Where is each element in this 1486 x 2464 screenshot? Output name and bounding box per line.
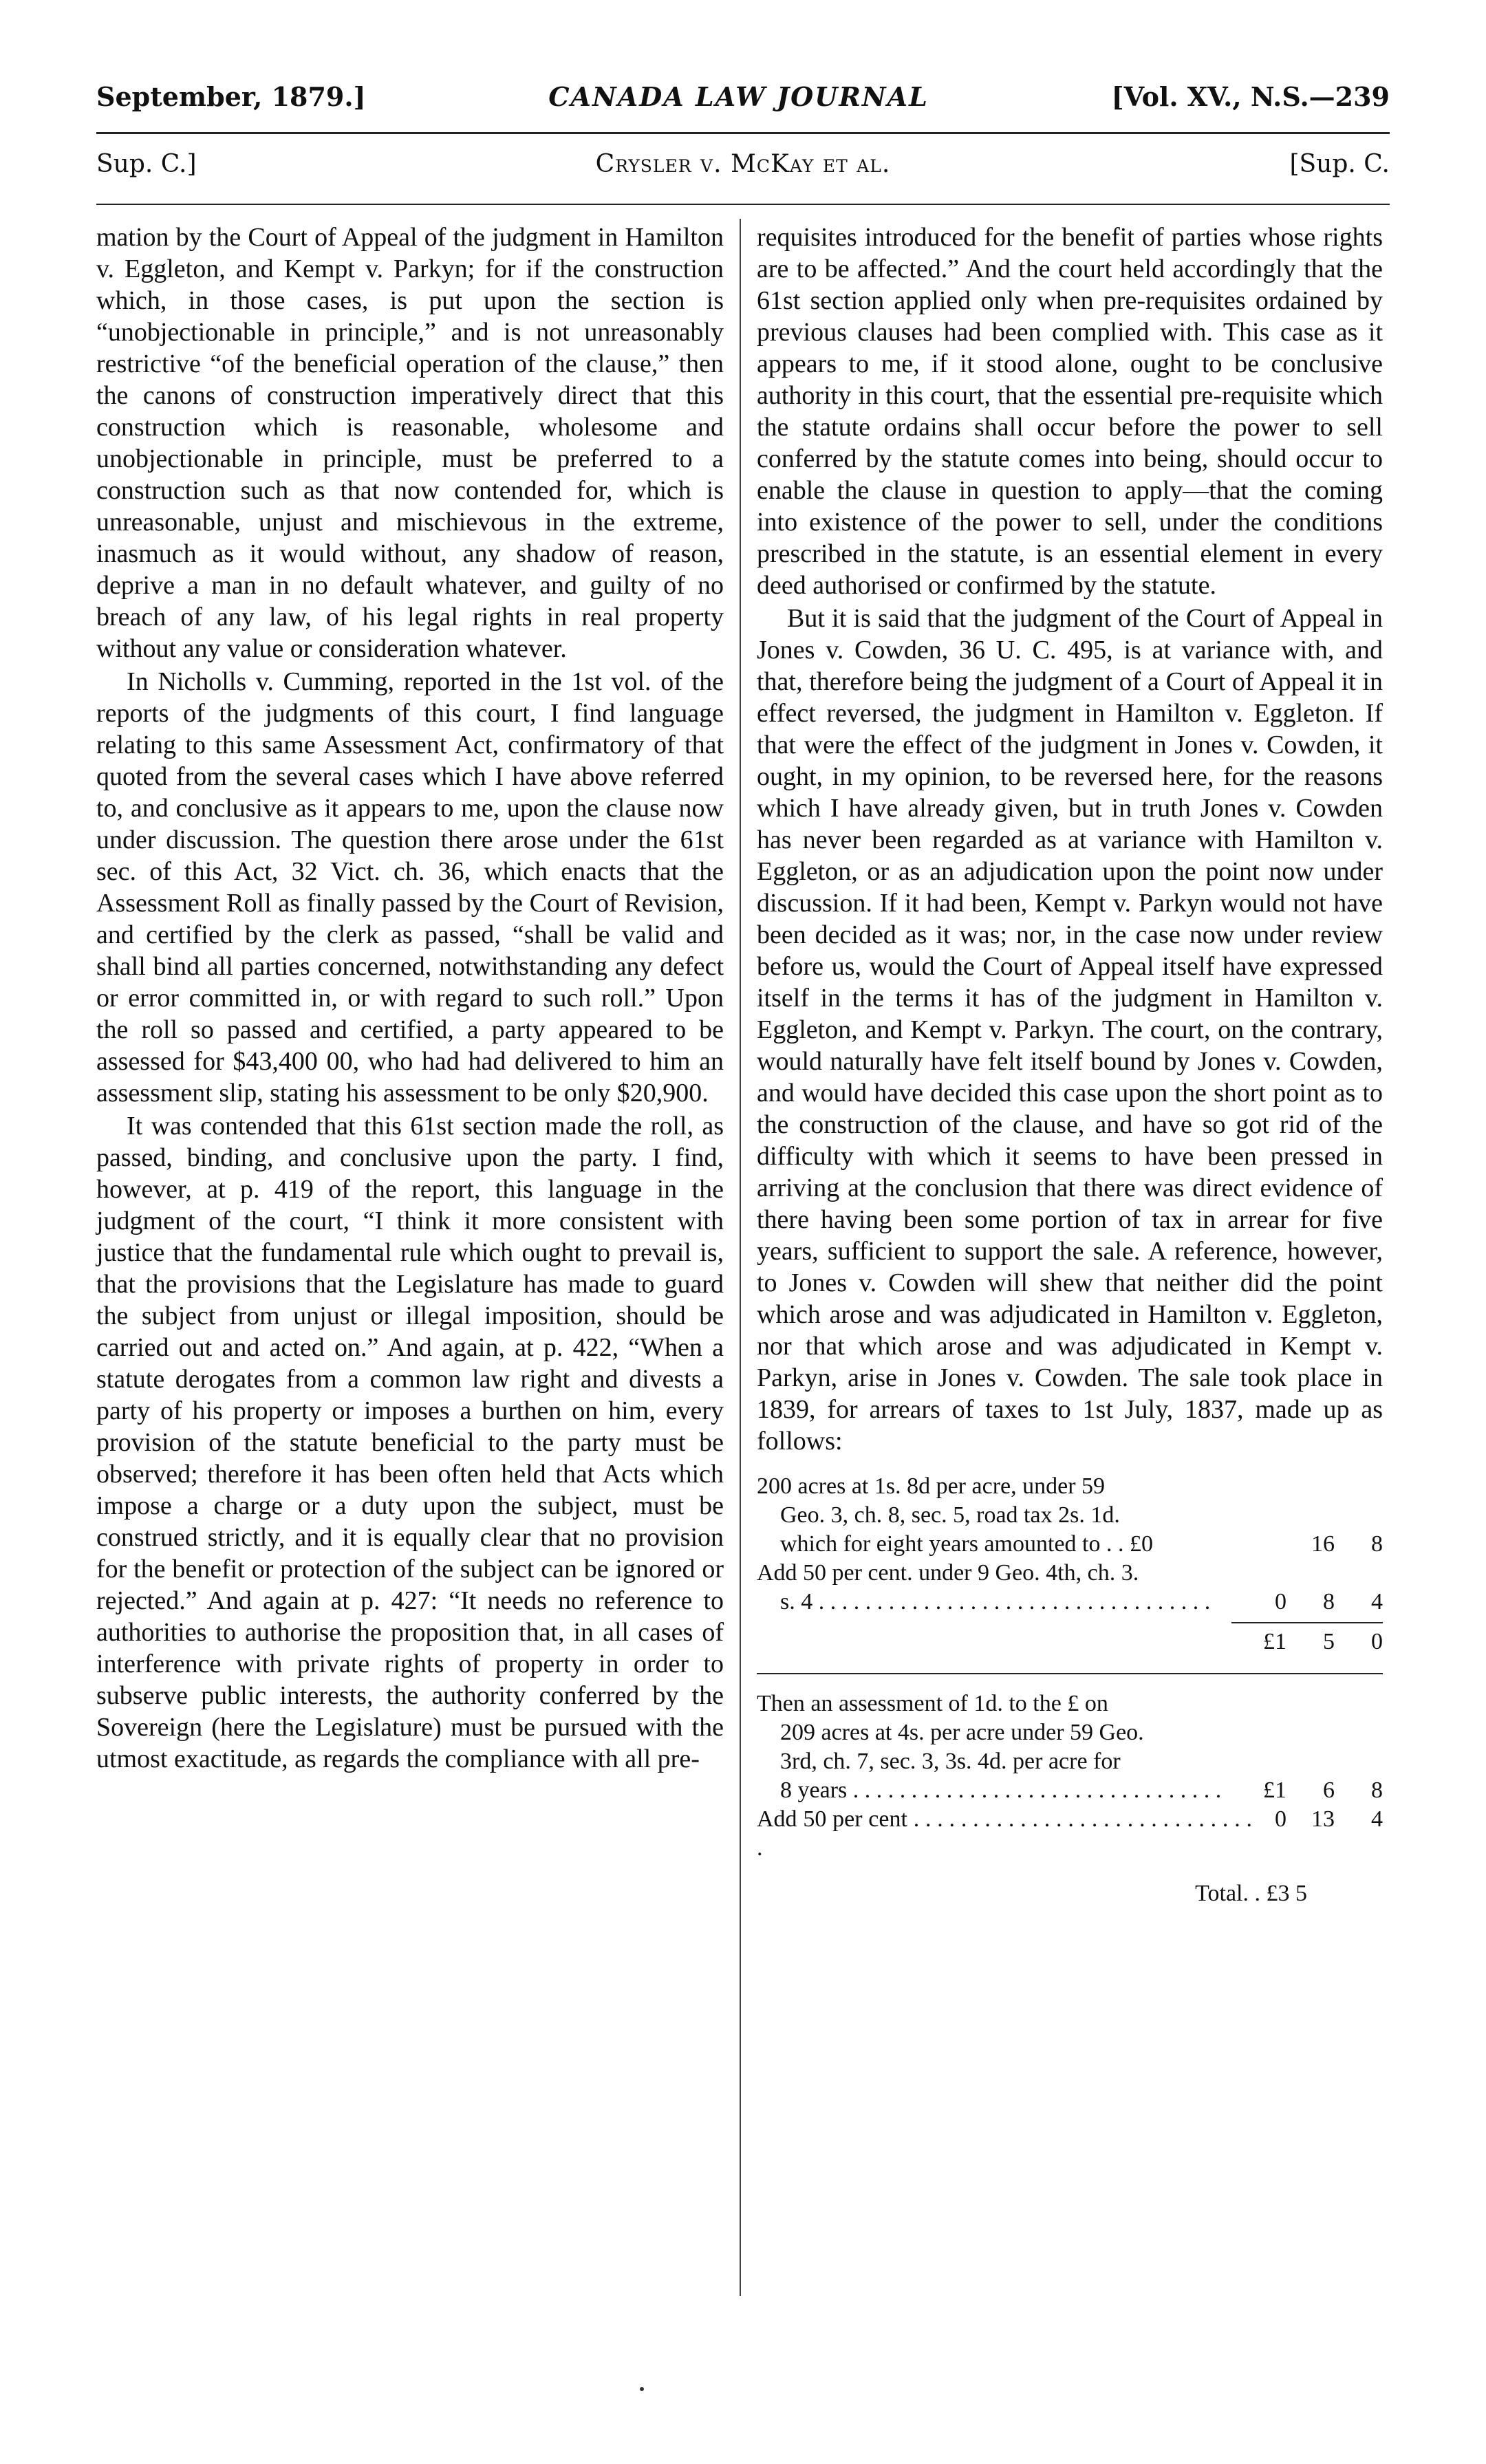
case-head-rule: [96, 204, 1390, 205]
header-rule: [96, 132, 1390, 134]
table-row: 3rd, ch. 7, sec. 3, 3s. 4d. per acre for: [780, 1749, 1121, 1774]
table-row: Geo. 3, ch. 8, sec. 5, road tax 2s. 1d.: [780, 1502, 1120, 1528]
arrears-table-2: [757, 1689, 1383, 1908]
paragraph: mation by the Court of Appeal of the judgment in Hamilton v. Eggleton, and Kempt v. Parkyn; for if the construction which, in those cases, is put upon the section is “unobjectionable in principle,” and is not unreasonably restrictive “of the beneficial operation of the clause,” then the canons of construction imperatively direct that this construction which is reasonable, wholesome and unobjectionable in principle, must be preferred to a construction such as that now contended for, which is unreasonable, unjust and mischievous in the extreme, inasmuch as it would without, any shadow of reason, deprive a man in no default whatever, and guilty of no breach of any law, of his legal rights in real property without any value or consideration whatever.: [96, 223, 724, 663]
column-divider: [740, 219, 741, 2296]
table-row: Then an assessment of 1d. to the £ on: [757, 1691, 1108, 1716]
table-total-row: £1 5 0: [1263, 1629, 1383, 1654]
sum-rule: [1231, 1622, 1383, 1623]
table-row: Add 50 per cent . . . . . . . . . . . . . . . . . . . . . . . . . . . . . . 0 13 4: [757, 1806, 1383, 1861]
court-right: [Sup. C.: [1289, 150, 1390, 178]
paragraph: It was contended that this 61st section made the roll, as passed, binding, and conclusive upon the party. I find, however, at p. 419 of the report, this language in the judgment of the court, “I think it more consistent with justice that the fundamental rule which ought to prevail is, that the provisions that the Legislature has made to guard the subject from unjust or illegal imposition, should be carried out and acted on.” And again, at p. 422, “When a statute derogates from a common law right and divests a party of his property or imposes a burthen on him, every provision of the statute beneficial to the party must be observed; therefore it has been often held that Acts which impose a charge or a duty upon the subject, must be construed strictly, and it is equally clear that no provision for the benefit or protection of the subject can be ignored or rejected.” And again at p. 427: “It needs no reference to authorities to authorise the proposition that, in all cases of interference with private rights of property in order to subserve public interests, the authority conferred by the Sovereign (here the Legislature) must be pursued with the utmost exactitude, as regards the compliance with all pre-: [96, 1112, 724, 1773]
grand-total: Total. . £3 5: [1195, 1881, 1307, 1906]
left-column: [96, 221, 724, 1776]
table-separator: [757, 1673, 1383, 1674]
paragraph: requisites introduced for the benefit of parties whose rights are to be affected.” And the court held accordingly that the 61st section applied only when pre-requisites ordained by previous clauses had been complied with. This case as it appears to me, if it stood alone, ought to be conclusive authority in this court, that the essential pre-requisite which the statute ordains shall occur before the power to sell conferred by the statute comes into being, should occur to enable the clause in question to apply—that the coming into existence of the power to sell, under the conditions prescribed in the statute, is an essential element in every deed authorised or confirmed by the statute.: [757, 223, 1383, 600]
court-left: Sup. C.]: [96, 150, 197, 178]
running-head-date: September, 1879.]: [96, 81, 366, 112]
running-head: [96, 81, 1390, 122]
journal-title: CANADA LAW JOURNAL: [548, 81, 929, 112]
case-head: [96, 150, 1390, 188]
right-column: [757, 221, 1383, 1908]
paragraph: But it is said that the judgment of the Court of Appeal in Jones v. Cowden, 36 U. C. 495, is at variance with, and that, therefore being the judgment of a Court of Appeal it in effect reversed, the judgment in Hamilton v. Eggleton. If that were the effect of the judgment in Jones v. Cowden, it ought, in my opinion, to be reversed here, for the reasons which I have already given, but in truth Jones v. Cowden has never been regarded as at variance with Hamilton v. Eggleton, or as an adjudication upon the point now under discussion. If it had been, Kempt v. Parkyn would not have been decided as it was; nor, in the case now under review before us, would the Court of Appeal itself have expressed itself in the terms it has of the judgment in Hamilton v. Eggleton, and Kempt v. Parkyn. The court, on the contrary, would naturally have felt itself bound by Jones v. Cowden, and would have decided this case upon the short point as to the construction of the clause, and have so got rid of the difficulty with which it seems to have been pressed in arriving at the conclusion that there was direct evidence of there having been some portion of tax in arrear for five years, sufficient to support the sale. A reference, however, to Jones v. Cowden will shew that neither did the point which arose and was adjudicated in Hamilton v. Eggleton, nor that which arose and was adjudicated in Kempt v. Parkyn, arise in Jones v. Cowden. The sale took place in 1839, for arrears of taxes to 1st July, 1837, made up as follows:: [757, 604, 1383, 1456]
table-row: 200 acres at 1s. 8d per acre, under 59: [757, 1473, 1106, 1499]
paragraph: In Nicholls v. Cumming, reported in the 1st vol. of the reports of the judgments of this court, I find language relating to this same Assessment Act, confirmatory of that quoted from the several cases which I have above referred to, and conclusive as it appears to me, upon the clause now under discussion. The question there arose under the 61st sec. of this Act, 32 Vict. ch. 36, which enacts that the Assessment Roll as finally passed by the Court of Revision, and certified by the clerk as passed, “shall be valid and shall bind all parties concerned, notwithstanding any defect or error committed in, or with regard to such roll.” Upon the roll so passed and certified, a party appeared to be assessed for $43,400 00, who had had delivered to him an assessment slip, stating his assessment to be only $20,900.: [96, 667, 724, 1107]
table-row: 209 acres at 4s. per acre under 59 Geo.: [780, 1720, 1144, 1745]
page-mark: [640, 2387, 644, 2391]
table-row: Add 50 per cent. under 9 Geo. 4th, ch. 3.: [757, 1560, 1139, 1586]
table-row: which for eight years amounted to . . £0 16 8: [780, 1531, 1383, 1557]
volume-page: [Vol. XV., N.S.—239: [1111, 81, 1390, 112]
arrears-table-1: [757, 1472, 1383, 1656]
case-title: Crysler v. McKay et al.: [595, 150, 891, 178]
table-row: s. 4 . . . . . . . . . . . . . . . . . . . . . . . . . . . . . . . . . . 0 8 4: [780, 1589, 1383, 1614]
table-row: 8 years . . . . . . . . . . . . . . . . . . . . . . . . . . . . . . . . £1 6 8: [780, 1777, 1383, 1803]
